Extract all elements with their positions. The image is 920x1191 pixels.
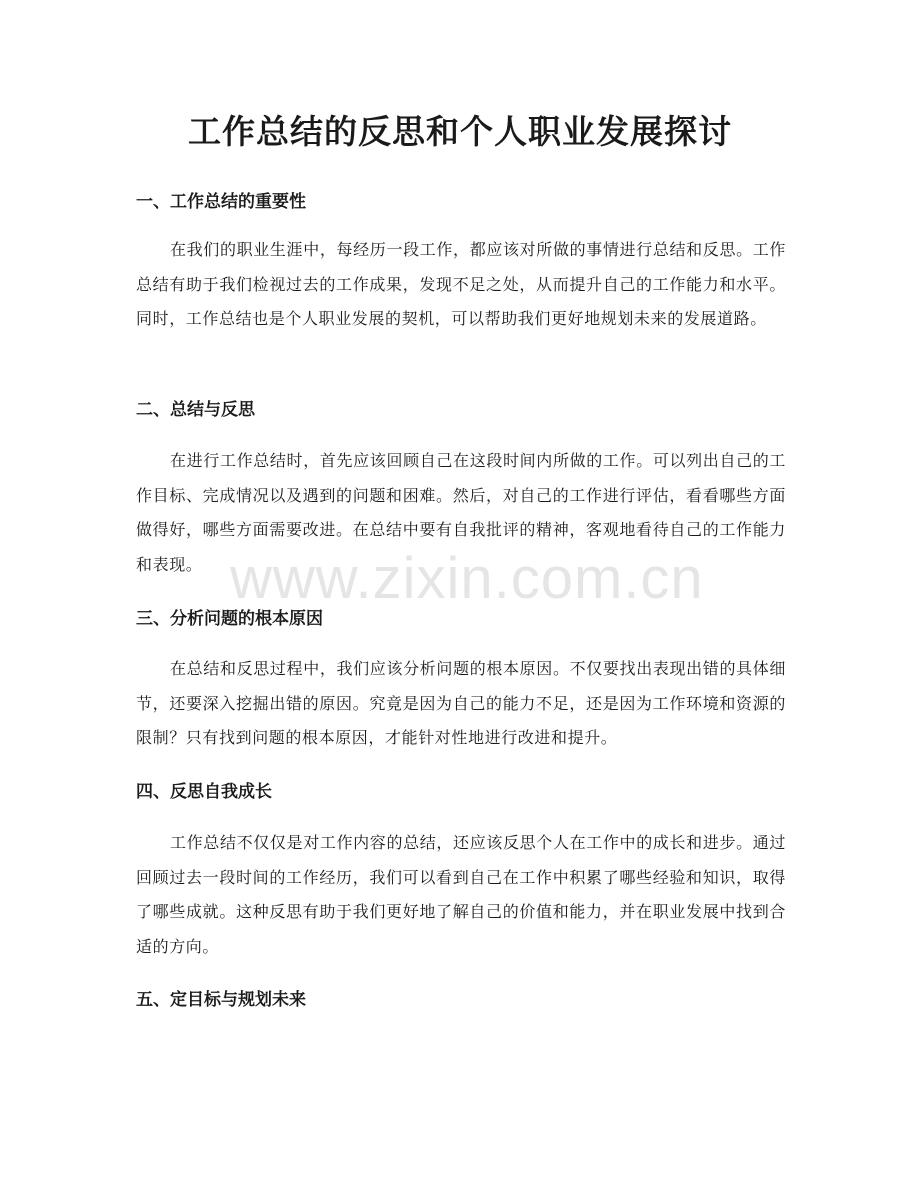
section-paragraph-4: 工作总结不仅仅是对工作内容的总结，还应该反思个人在工作中的成长和进步。通过回顾过去一段时间的工作经历，我们可以看到自己在工作中积累了哪些经验和知识，取得了哪些成就。这种反思有助于我们更好地了解自己的价值和能力，并在职业发展中找到合适的方向。 [136,833,786,956]
section-paragraph-1: 在我们的职业生涯中，每经历一段工作，都应该对所做的事情进行总结和反思。工作总结有助于我们检视过去的工作成果，发现不足之处，从而提升自己的工作能力和水平。同时，工作总结也是个人职业发展的契机，可以帮助我们更好地规划未来的发展道路。 [136,240,786,328]
section-heading-3: 三、分析问题的根本原因 [136,609,323,629]
section-heading-1: 一、工作总结的重要性 [136,192,306,212]
section-paragraph-2: 在进行工作总结时，首先应该回顾自己在这段时间内所做的工作。可以列出自己的工作目标、完成情况以及遇到的问题和困难。然后，对自己的工作进行评估，看看哪些方面做得好，哪些方面需要改进。在总结中要有自我批评的精神，客观地看待自己的工作能力和表现。 [136,451,786,574]
watermark: www.zixin.com.cn [230,546,704,611]
section-heading-2: 二、总结与反思 [136,400,255,420]
section-heading-5: 五、定目标与规划未来 [136,990,306,1010]
section-heading-4: 四、反思自我成长 [136,782,272,802]
document-title: 工作总结的反思和个人职业发展探讨 [188,112,732,151]
section-paragraph-3: 在总结和反思过程中，我们应该分析问题的根本原因。不仅要找出表现出错的具体细节，还要深入挖掘出错的原因。究竟是因为自己的能力不足，还是因为工作环境和资源的限制？只有找到问题的根本原因，才能针对性地进行改进和提升。 [136,659,786,747]
